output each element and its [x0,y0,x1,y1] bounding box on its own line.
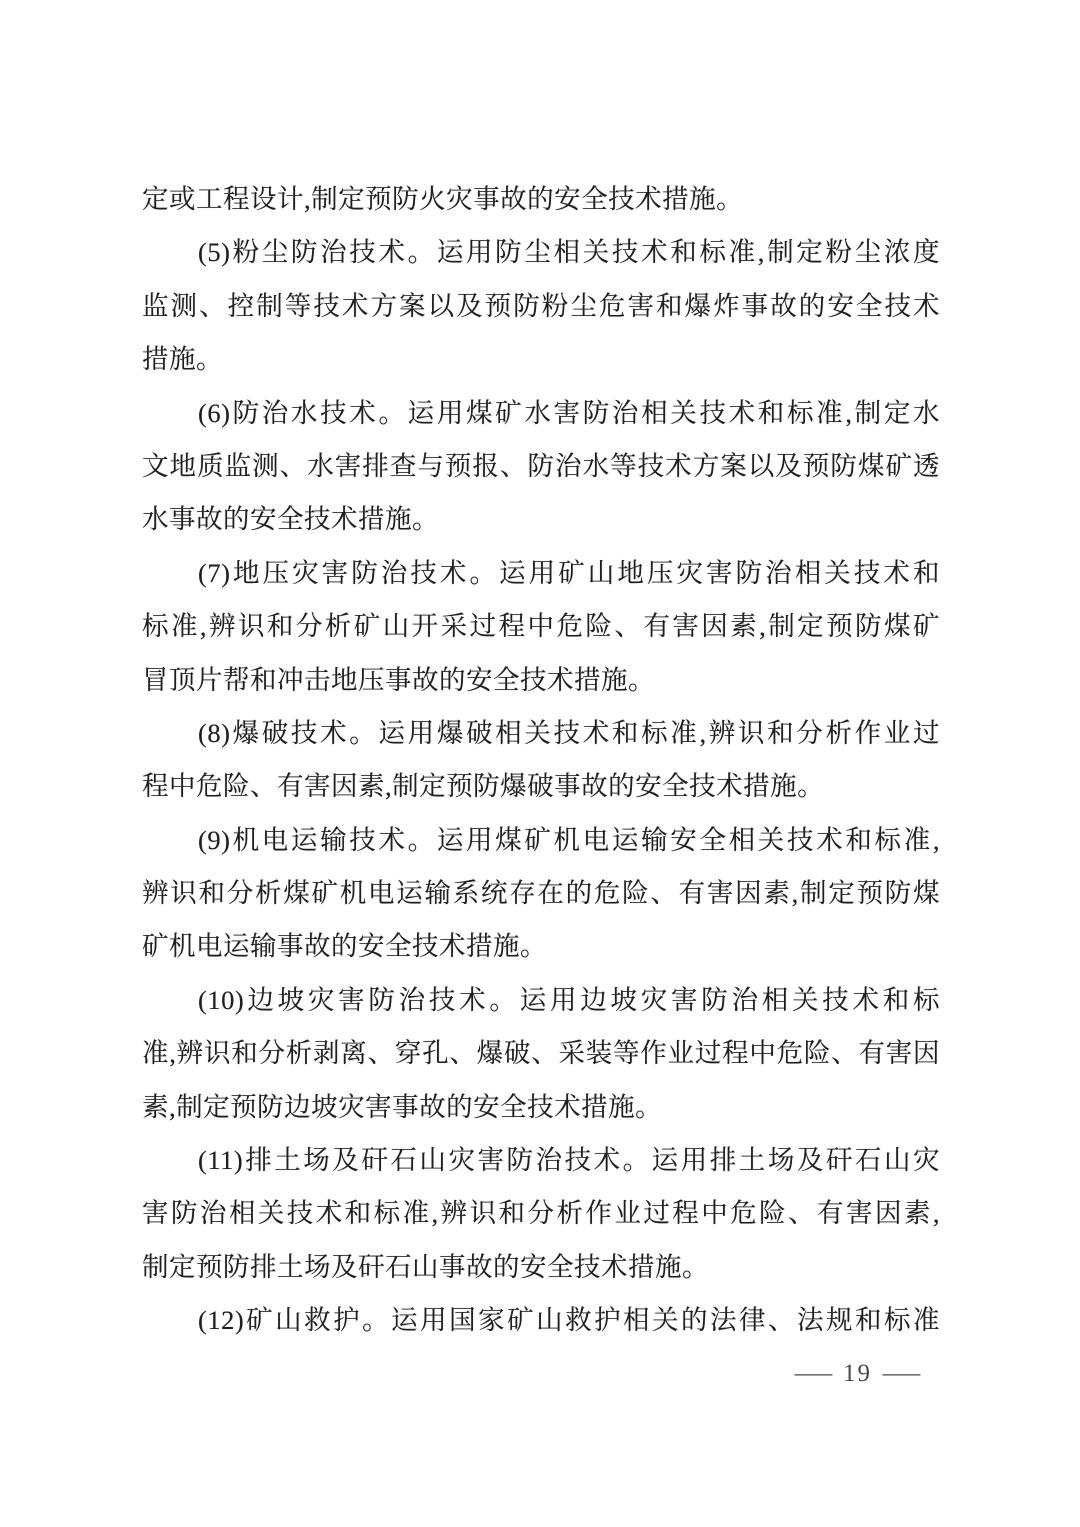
text-body [142,173,940,1348]
text-line: 定或工程设计,制定预防火灾事故的安全技术措施。 [142,184,744,214]
text-line: (8)爆破技术。运用爆破相关技术和标准,辨识和分析作业过 [198,717,940,748]
text-line: 素,制定预防边坡灾害事故的安全技术措施。 [142,1091,663,1122]
text-line: (9)机电运输技术。运用煤矿机电运输安全相关技术和标准, [198,824,940,855]
text-line: 害防治相关技术和标准,辨识和分析作业过程中危险、有害因素, [142,1198,940,1229]
text-line: (5)粉尘防治技术。运用防尘相关技术和标准,制定粉尘浓度 [198,237,940,268]
text-line: 冒顶片帮和冲击地压事故的安全技术措施。 [142,664,655,695]
page-number-value: 19 [843,1360,872,1387]
text-line: (12)矿山救护。运用国家矿山救护相关的法律、法规和标准 [198,1305,940,1336]
text-line: 措施。 [142,344,223,375]
text-line: 标准,辨识和分析矿山开采过程中危险、有害因素,制定预防煤矿 [142,611,940,642]
text-line: 程中危险、有害因素,制定预防爆破事故的安全技术措施。 [142,771,825,802]
text-line: 矿机电运输事故的安全技术措施。 [142,931,547,962]
text-line: 文地质监测、水害排查与预报、防治水等技术方案以及预防煤矿透 [142,450,940,481]
text-line: 制定预防排土场及矸石山事故的安全技术措施。 [142,1251,709,1282]
text-line: 辨识和分析煤矿机电运输系统存在的危险、有害因素,制定预防煤 [142,878,940,909]
text-line: (10)边坡灾害防治技术。运用边坡灾害防治相关技术和标 [198,984,940,1015]
text-line: (7)地压灾害防治技术。运用矿山地压灾害防治相关技术和 [198,557,940,588]
text-line: 水事故的安全技术措施。 [142,504,439,535]
page-number [794,1354,921,1394]
page-number-dash-left: — [794,1360,833,1387]
text-line: (11)排土场及矸石山灾害防治技术。运用排土场及矸石山灾 [198,1145,940,1176]
text-line: 监测、控制等技术方案以及预防粉尘危害和爆炸事故的安全技术 [142,290,940,321]
text-line: 准,辨识和分析剥离、穿孔、爆破、采装等作业过程中危险、有害因 [142,1038,940,1069]
text-line: (6)防治水技术。运用煤矿水害防治相关技术和标准,制定水 [198,397,940,428]
page-number-dash-right: — [882,1360,921,1387]
